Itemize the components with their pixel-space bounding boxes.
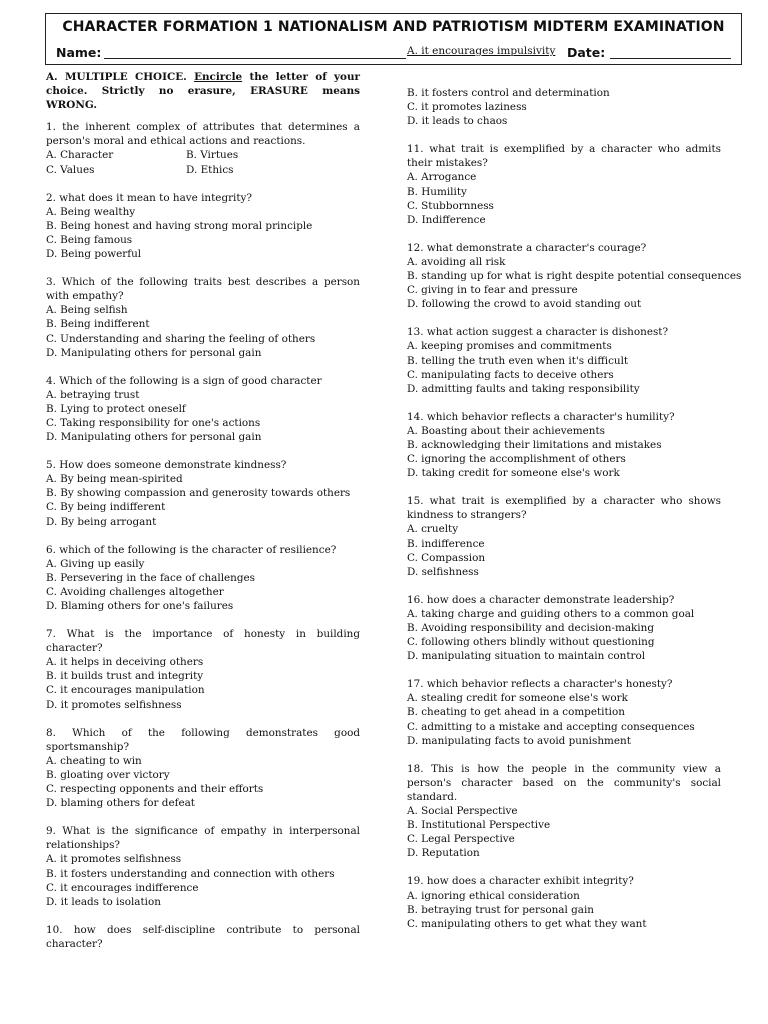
question-text: 18. This is how the people in the community view a person's character based on the community's social standard.	[407, 762, 721, 803]
answer-option: D. manipulating facts to avoid punishment	[407, 734, 631, 747]
name-field-line	[104, 58, 406, 59]
question-item	[407, 762, 721, 861]
right-question-list	[407, 142, 742, 931]
answer-option: C. it encourages manipulation	[46, 684, 205, 697]
answer-option: B. it fosters control and determination	[407, 87, 610, 99]
answer-option: C. Compassion	[407, 551, 486, 564]
answer-option: C. giving in to fear and pressure	[407, 284, 578, 297]
right-column	[407, 86, 742, 945]
answer-option: A. cheating to win	[46, 754, 142, 767]
answer-option: B. telling the truth even when it's difficult	[407, 354, 629, 367]
question-item	[46, 275, 360, 360]
instructions-part: A. MULTIPLE CHOICE.	[46, 71, 195, 83]
answer-option: B. it fosters understanding and connection with others	[46, 867, 335, 880]
answer-option: C. By being indifferent	[46, 501, 166, 514]
question-item	[46, 458, 360, 528]
answer-option: D. blaming others for defeat	[46, 797, 195, 810]
name-label: Name:	[56, 45, 102, 60]
answer-option: A. Character	[46, 149, 114, 162]
answer-option: A. stealing credit for someone else's work	[407, 692, 628, 705]
answer-option: B. it builds trust and integrity	[46, 670, 204, 683]
answer-option: D. Indifference	[407, 213, 486, 226]
answer-option: D. it leads to chaos	[407, 115, 508, 128]
answer-option: A. Giving up easily	[46, 557, 145, 570]
exam-title: CHARACTER FORMATION 1 NATIONALISM AND PATRIOTISM MIDTERM EXAMINATION	[62, 19, 725, 35]
question-item	[46, 923, 360, 951]
answer-option: C. it promotes laziness	[407, 101, 527, 114]
answer-option: D. it promotes selfishness	[46, 698, 182, 711]
answer-option: D. Being powerful	[46, 248, 142, 261]
answer-option: A. By being mean-spirited	[46, 473, 183, 486]
answer-option: B. gloating over victory	[46, 768, 170, 781]
answer-option: B. By showing compassion and generosity towards others	[46, 487, 351, 500]
answer-option: B. Being honest and having strong moral principle	[46, 219, 313, 232]
question-item	[407, 494, 721, 579]
question-item	[407, 142, 721, 227]
question-item	[407, 410, 721, 480]
question-text: 9. What is the significance of empathy in interpersonal relationships?	[46, 825, 360, 852]
exam-header	[45, 13, 742, 65]
question-text: 11. what trait is exemplified by a character who admits their mistakes?	[407, 143, 721, 170]
answer-option: C. Understanding and sharing the feeling of others	[46, 332, 316, 345]
answer-option: B. Avoiding responsibility and decision-making	[407, 622, 654, 634]
question-text: 16. how does a character demonstrate leadership?	[407, 593, 675, 606]
question-text: 7. What is the importance of honesty in building character?	[46, 628, 360, 655]
answer-option: B. Persevering in the face of challenges	[46, 571, 255, 584]
question-item	[407, 325, 721, 395]
answer-option: D. Manipulating others for personal gain	[46, 346, 262, 359]
question-text: 15. what trait is exemplified by a character who shows kindness to strangers?	[407, 495, 721, 522]
question-text: 17. which behavior reflects a character's honesty?	[407, 678, 673, 691]
left-question-list	[46, 120, 360, 951]
question-text: 8. Which of the following demonstrates good sportsmanship?	[46, 726, 360, 753]
answer-option: A. Being selfish	[46, 304, 128, 317]
answer-option: B. Humility	[407, 185, 467, 198]
answer-option: D. Reputation	[407, 847, 480, 860]
answer-option: C. Being famous	[46, 233, 133, 246]
answer-option: A. avoiding all risk	[407, 255, 506, 268]
answer-option: B. betraying trust for personal gain	[407, 903, 594, 916]
question-text: 5. How does someone demonstrate kindness?	[46, 459, 287, 472]
answer-option: D. selfishness	[407, 565, 479, 578]
question-item	[407, 593, 721, 663]
answer-option: B. Being indifferent	[46, 318, 150, 331]
answer-option: D. following the crowd to avoid standing out	[407, 298, 642, 311]
question-item	[46, 824, 360, 909]
answer-option: B. Institutional Perspective	[407, 819, 551, 832]
answer-option: C. Stubbornness	[407, 199, 494, 212]
answer-option: C. admitting to a mistake and accepting consequences	[407, 720, 695, 733]
question-text: 1. the inherent complex of attributes that determines a person's moral and ethical actions and reactions.	[46, 121, 360, 148]
answer-option: D. Manipulating others for personal gain	[46, 431, 262, 444]
question-item	[46, 191, 360, 261]
date-label: Date:	[567, 45, 606, 60]
answer-option: B. acknowledging their limitations and mistakes	[407, 438, 662, 451]
answer-option: A. ignoring ethical consideration	[407, 889, 580, 902]
question-item	[46, 374, 360, 444]
question-item	[407, 874, 721, 930]
answer-option: D. Ethics	[186, 163, 234, 176]
answer-option: D. it leads to isolation	[46, 895, 161, 908]
answer-option: D. admitting faults and taking responsibility	[407, 382, 640, 395]
question-text: 6. which of the following is the character of resilience?	[46, 543, 337, 556]
option-grid	[46, 148, 360, 176]
instructions-rest: the letter of your choice. Strictly no erasure, ERASURE means WRONG.	[46, 71, 360, 112]
answer-option: C. manipulating facts to deceive others	[407, 368, 614, 381]
answer-option: D. manipulating situation to maintain control	[407, 650, 646, 663]
question-text: 10. how does self-discipline contribute to personal character?	[46, 923, 360, 950]
instructions	[46, 70, 360, 112]
answer-option: C. Avoiding challenges altogether	[46, 585, 224, 598]
answer-option: C. respecting opponents and their efforts	[46, 783, 264, 796]
answer-option: A. cruelty	[407, 523, 459, 536]
question-item	[46, 120, 360, 176]
answer-option: C. it encourages indifference	[46, 881, 199, 894]
answer-option: D. Blaming others for one's failures	[46, 600, 234, 612]
question-text: 14. which behavior reflects a character's humility?	[407, 410, 675, 423]
question-item	[407, 677, 721, 747]
question-item	[46, 627, 360, 712]
answer-option: B. Virtues	[186, 149, 239, 162]
answer-option: B. Lying to protect oneself	[46, 402, 186, 415]
answer-option: C. Legal Perspective	[407, 833, 515, 846]
question-continuation	[407, 86, 721, 128]
question-text: 4. Which of the following is a sign of good character	[46, 374, 322, 387]
answer-option: C. Taking responsibility for one's actions	[46, 416, 261, 429]
question-text: 2. what does it mean to have integrity?	[46, 191, 253, 204]
question-text: 19. how does a character exhibit integrity?	[407, 875, 634, 888]
answer-option: B. cheating to get ahead in a competition	[407, 706, 625, 719]
instructions-encircle: Encircle	[194, 71, 243, 83]
answer-option: A. betraying trust	[46, 388, 140, 401]
answer-option: B. indifference	[407, 537, 485, 550]
question-text: 3. Which of the following traits best describes a person with empathy?	[46, 276, 360, 303]
answer-option: A. Being wealthy	[46, 205, 136, 218]
question-item	[46, 543, 360, 613]
left-column	[46, 70, 360, 965]
answer-option: A. Arrogance	[407, 171, 477, 184]
answer-option: C. Values	[46, 163, 95, 176]
answer-option: C. manipulating others to get what they want	[407, 917, 647, 930]
answer-option: A. it helps in deceiving others	[46, 656, 204, 669]
answer-option: C. ignoring the accomplishment of others	[407, 453, 626, 466]
answer-option: C. following others blindly without questioning	[407, 636, 655, 649]
answer-option: B. standing up for what is right despite potential consequences	[407, 270, 742, 283]
date-field-line	[610, 58, 731, 59]
answer-option: A. taking charge and guiding others to a common goal	[407, 607, 695, 620]
answer-option: A. Boasting about their achievements	[407, 424, 605, 437]
question-text: 13. what action suggest a character is dishonest?	[407, 326, 669, 339]
answer-option: A. keeping promises and commitments	[407, 340, 612, 353]
answer-option: A. it promotes selfishness	[46, 853, 182, 866]
question-item	[46, 726, 360, 811]
stray-text: A. it encourages impulsivity	[407, 45, 556, 57]
answer-option: D. taking credit for someone else's work	[407, 467, 620, 480]
question-text: 12. what demonstrate a character's courage?	[407, 241, 647, 254]
answer-option: A. Social Perspective	[407, 805, 518, 818]
question-item	[407, 241, 742, 311]
answer-option: D. By being arrogant	[46, 515, 157, 528]
